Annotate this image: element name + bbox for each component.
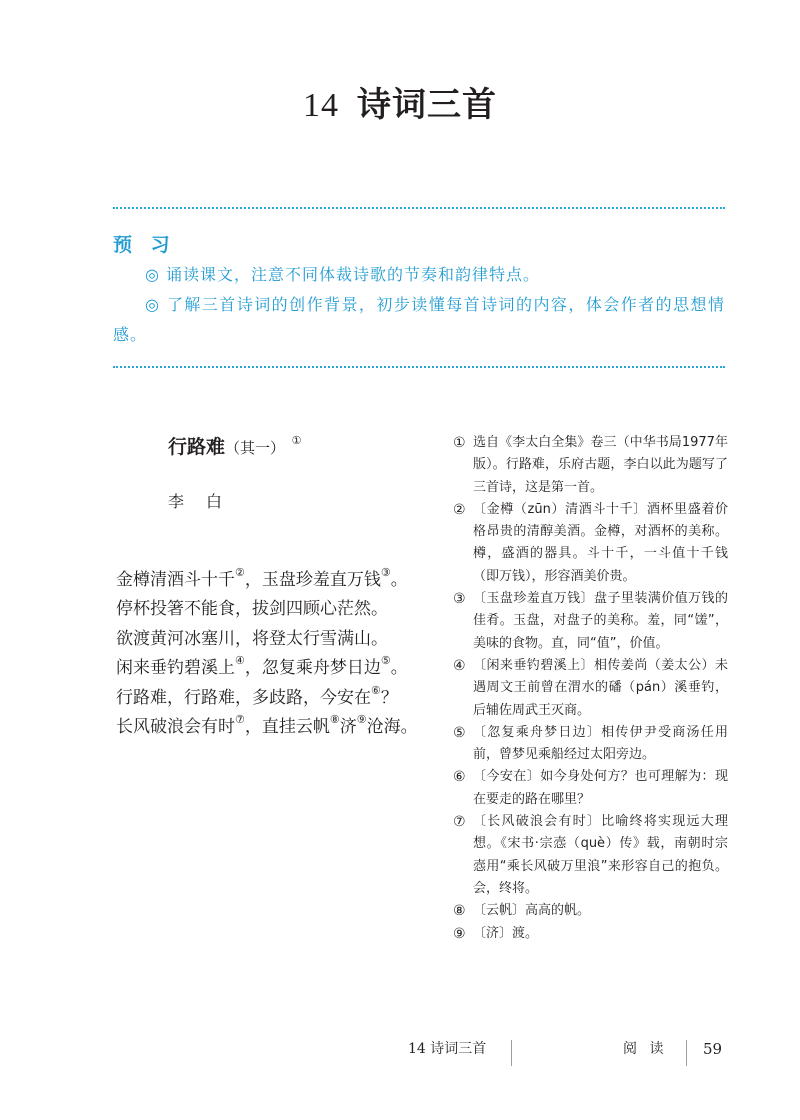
poem-subtitle: （其一） — [225, 439, 286, 457]
poem-line: 停杯投箸不能食，拔剑四顾心茫然。 — [116, 599, 388, 620]
poem-line: 闲来垂钓碧溪上④，忽复乘舟梦日边⑤。 — [116, 654, 408, 679]
preview-item: ◎ 诵读课文，注意不同体裁诗歌的节奏和韵律特点。 — [145, 265, 541, 284]
preview-bottom-divider — [113, 366, 725, 368]
footer-chapter: 14 诗词三首 — [408, 1041, 487, 1057]
footnote-text: 〔济〕渡。 — [473, 925, 539, 941]
footnote-text: 〔闲来垂钓碧溪上〕相传姜尚（姜太公）未遇周文王前曾在渭水的磻（pán）溪垂钓，后辅佐周武王灭商。 — [473, 657, 728, 718]
footnote-marker: ⑤ — [380, 654, 391, 668]
poem-body — [116, 566, 446, 742]
poem-line: 欲渡黄河冰塞川，将登太行雪满山。 — [116, 628, 388, 649]
footnote-item — [453, 811, 728, 900]
footnote-marker: ⑨ — [356, 713, 367, 727]
footnote-text: 选自《李太白全集》卷三（中华书局1977年版）。行路难，乐府古题，李白以此为题写了三首诗，这是第一首。 — [473, 435, 728, 495]
footnote-text: 〔玉盘珍羞直万钱〕盘子里装满价值万钱的佳肴。玉盘，对盘子的美称。羞，同“馐”，美味的食物。直，同“值”，价值。 — [473, 591, 728, 651]
footnote-marker: ⑦ — [235, 713, 245, 727]
footnote-marker: ④ — [235, 654, 245, 668]
chapter-title — [0, 82, 800, 129]
footnote-item — [453, 722, 728, 767]
preview-heading: 预 习 — [113, 234, 176, 256]
footnote-number: ③ — [453, 591, 466, 608]
poem-line: 行路难，行路难，多歧路，今安在⑥？ — [116, 683, 398, 708]
footnote-marker: ③ — [380, 566, 391, 579]
poem-title — [168, 433, 302, 462]
footnote-item — [453, 766, 728, 811]
footnote-number: ① — [453, 435, 466, 451]
footnote-number: ⑤ — [453, 724, 466, 741]
preview-top-divider — [113, 207, 725, 209]
page-number: 59 — [703, 1040, 723, 1058]
poem-author: 李白 — [168, 492, 245, 511]
footnote-item — [453, 655, 728, 722]
footnote-item — [453, 499, 728, 588]
footnote-item — [453, 900, 728, 922]
footnote-text: 〔长风破浪会有时〕比喻终将实现远大理想。《宋书·宗悫（què）传》载，南朝时宗悫用“乘长风破万里浪”来形容自己的抱负。会，终将。 — [473, 814, 728, 896]
footer-divider — [511, 1040, 512, 1066]
footnote-number: ② — [453, 501, 466, 518]
footnote-marker: ⑧ — [329, 713, 340, 727]
footer-section: 阅 读 — [623, 1041, 668, 1057]
poem-line: 金樽清酒斗十千②，玉盘珍羞直万钱③。 — [116, 566, 408, 590]
footnote-text: 〔云帆〕高高的帆。 — [473, 903, 591, 919]
footnote-text: 〔忽复乘舟梦日边〕相传伊尹受商汤任用前，曾梦见乘船经过太阳旁边。 — [473, 724, 728, 763]
preview-item: ◎ 了解三首诗词的创作背景，初步读懂每首诗词的内容，体会作者的思想情感。 — [113, 295, 725, 344]
poem-title-text: 行路难 — [168, 436, 226, 458]
footer-divider — [686, 1040, 687, 1066]
footnote-number: ⑦ — [453, 814, 466, 831]
footnote-number: ⑥ — [453, 769, 466, 786]
footnote-number: ⑨ — [453, 925, 466, 942]
footnote-marker: ① — [291, 434, 302, 447]
poem-line: 长风破浪会有时⑦，直挂云帆⑧济⑨沧海。 — [116, 713, 418, 738]
chapter-number: 14 — [303, 87, 339, 124]
footnote-text: 〔金樽（zūn）清酒斗十千〕酒杯里盛着价格昂贵的清醇美酒。金樽，对酒杯的美称。樽，盛酒的器具。斗十千，一斗值十千钱（即万钱），形容酒美价贵。 — [473, 501, 728, 584]
footnote-item — [453, 588, 728, 655]
chapter-title-text: 诗词三首 — [357, 85, 497, 125]
footnotes — [453, 432, 728, 945]
footnote-marker: ② — [235, 566, 245, 579]
footnote-item — [453, 432, 728, 499]
footnote-item — [453, 923, 728, 945]
footnote-text: 〔今安在〕如今身处何方？也可理解为：现在要走的路在哪里？ — [473, 769, 728, 807]
footnote-number: ④ — [453, 657, 466, 674]
preview-box — [113, 230, 725, 350]
footnote-number: ⑧ — [453, 903, 466, 920]
footnote-marker: ⑥ — [371, 683, 381, 697]
